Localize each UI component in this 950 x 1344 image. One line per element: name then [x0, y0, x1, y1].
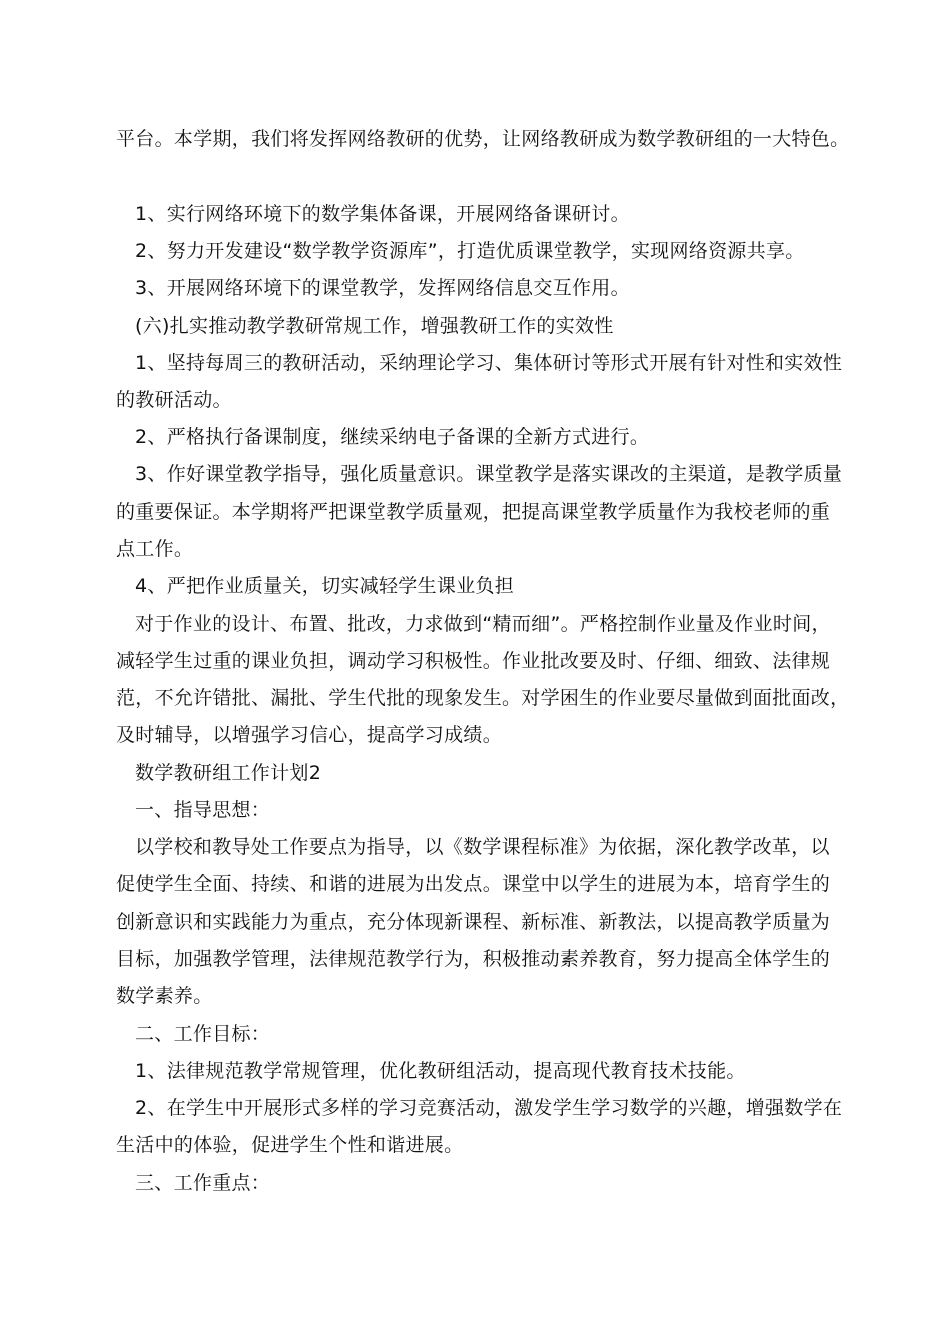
text-line: 促使学生全面、持续、和谐的进展为出发点。课堂中以学生的进展为本，培育学生的: [116, 873, 831, 895]
paragraph-line: 以学校和教导处工作要点为指导，以《数学课程标准》为依据，深化教学改革，以: [135, 836, 830, 858]
text-line: 平台。本学期，我们将发挥网络教研的优势，让网络教研成为数学教研组的一大特色。: [116, 128, 850, 150]
section-heading: 一、指导思想：: [135, 799, 271, 821]
text-line: 减轻学生过重的课业负担，调动学习积极性。作业批改要及时、仔细、细致、法律规: [116, 650, 831, 672]
section-heading: 三、工作重点：: [135, 1172, 271, 1194]
list-item: 2、严格执行备课制度，继续采纳电子备课的全新方式进行。: [135, 426, 650, 448]
text-line: 目标，加强教学管理，法律规范教学行为，积极推动素养教育，努力提高全体学生的: [116, 948, 831, 970]
document-title: 数学教研组工作计划2: [135, 762, 322, 784]
list-item: 2、努力开发建设“数学教学资源库”，打造优质课堂教学，实现网络资源共享。: [135, 240, 805, 262]
list-item: 1、实行网络环境下的数学集体备课，开展网络备课研讨。: [135, 203, 630, 225]
section-heading: 二、工作目标：: [135, 1023, 271, 1045]
list-item: 2、在学生中开展形式多样的学习竞赛活动，激发学生学习数学的兴趣，增强数学在: [135, 1097, 843, 1119]
text-line: 的教研活动。: [116, 389, 232, 411]
text-line: 的重要保证。本学期将严把课堂教学质量观，把提高课堂教学质量作为我校老师的重: [116, 501, 831, 523]
text-line: 及时辅导，以增强学习信心，提高学习成绩。: [116, 724, 503, 746]
text-line: 生活中的体验，促进学生个性和谐进展。: [116, 1134, 464, 1156]
paragraph-line: 对于作业的设计、布置、批改，力求做到“精而细”。严格控制作业量及作业时间，: [135, 613, 831, 635]
text-line: 点工作。: [116, 538, 194, 560]
list-item: 4、严把作业质量关，切实减轻学生课业负担: [135, 575, 515, 597]
section-heading: (六)扎实推动教学教研常规工作，增强教研工作的实效性: [135, 315, 614, 337]
text-line: 创新意识和实践能力为重点，充分体现新课程、新标准、新教法，以提高教学质量为: [116, 911, 831, 933]
list-item: 3、作好课堂教学指导，强化质量意识。课堂教学是落实课改的主渠道，是教学质量: [135, 463, 843, 485]
list-item: 1、坚持每周三的教研活动，采纳理论学习、集体研讨等形式开展有针对性和实效性: [135, 352, 843, 374]
text-line: 范，不允许错批、漏批、学生代批的现象发生。对学困生的作业要尽量做到面批面改，: [116, 687, 850, 709]
list-item: 3、开展网络环境下的课堂教学，发挥网络信息交互作用。: [135, 277, 630, 299]
text-line: 数学素养。: [116, 985, 213, 1007]
list-item: 1、法律规范教学常规管理，优化教研组活动，提高现代教育技术技能。: [135, 1060, 746, 1082]
